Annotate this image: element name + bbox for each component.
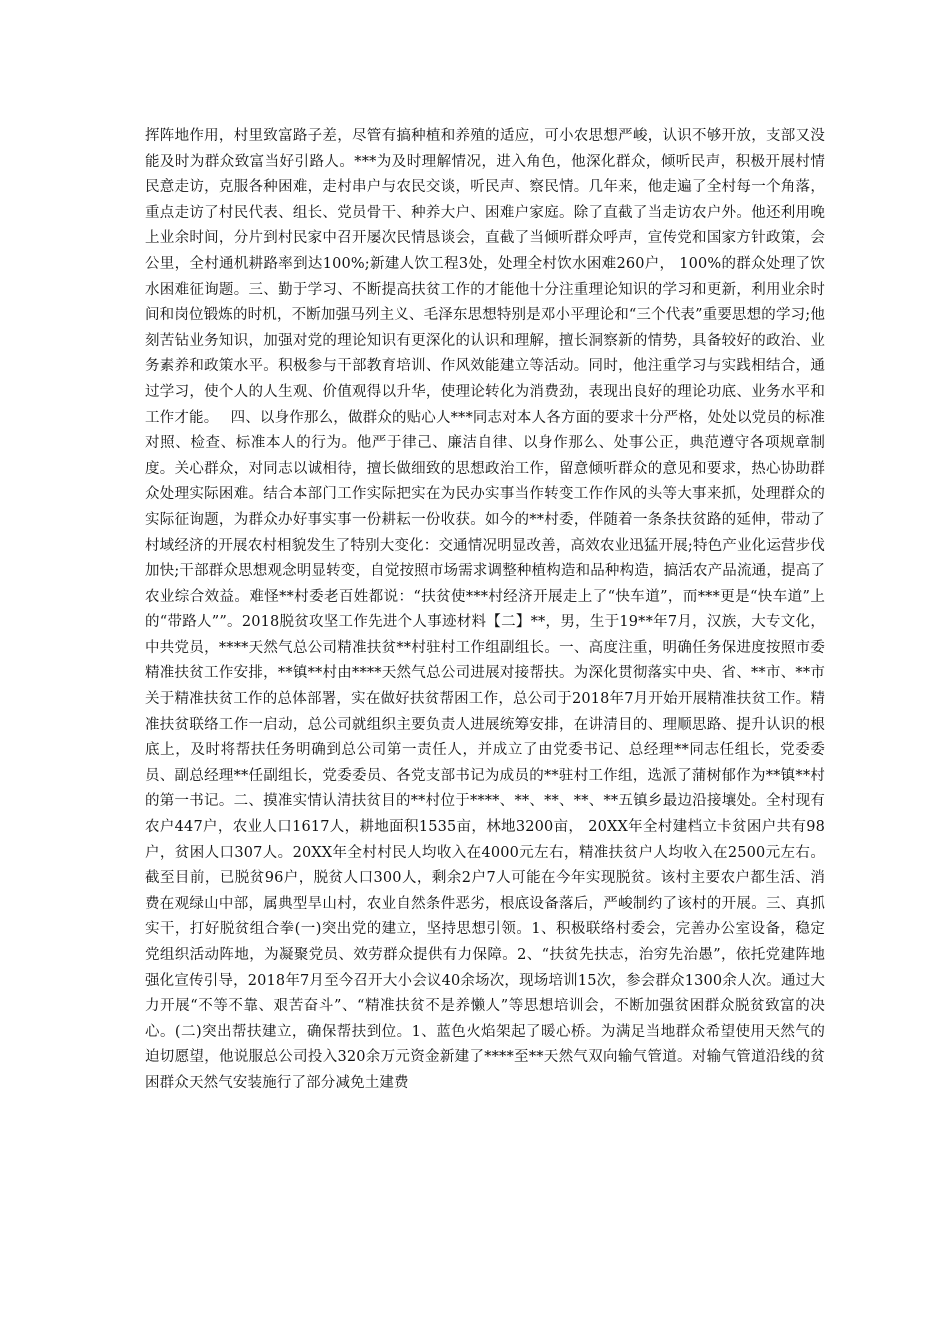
body-paragraph: 挥阵地作用，村里致富路子差，尽管有搞种植和养殖的适应，可小农思想严峻，认识不够开放，支部又没能及时为群众致富当好引路人。***为及时理解情况，进入角色，他深化群众，倾听民声，积极开展村情民意走访，克服各种困难，走村串户与农民交谈，听民声、察民情。几年来，他走遍了全村每一个角落，重点走访了村民代表、组长、党员骨干、种养大户、困难户家庭。除了直截了当走访农户外。他还利用晚上业余时间，分片到村民家中召开屡次民情恳谈会，直截了当倾听群众呼声，宣传党和国家方针政策，会公里，全村通机耕路率到达100%;新建人饮工程3处，处理全村饮水困难260户， 100%的群众处理了饮水困难征询题。三、勤于学习、不断提高扶贫工作的才能他十分注重理论知识的学习和更新，利用业余时间和岗位锻炼的时机，不断加强马列主义、毛泽东思想特别是邓小平理论和“三个代表”重要思想的学习;他刻苦钻业务知识，加强对党的理论知识有更深化的认识和理解，擅长洞察新的情势，具备较好的政治、业务素养和政策水平。积极参与干部教育培训、作风效能建立等活动。同时，他注重学习与实践相结合，通过学习，使个人的人生观、价值观得以升华，使理论转化为消费劲，表现出良好的理论功底、业务水平和工作才能。 四、以身作那么，做群众的贴心人***同志对本人各方面的要求十分严格，处处以党员的标准对照、检查、标准本人的行为。他严于律己、廉洁自律、以身作那么、处事公正，典范遵守各项规章制度。关心群众，对同志以诚相待，擅长做细致的思想政治工作，留意倾听群众的意见和要求，热心协助群众处理实际困难。结合本部门工作实际把实在为民办实事当作转变工作作风的头等大事来抓，处理群众的实际征询题，为群众办好事实事一份耕耘一份收获。如今的**村委，伴随着一条条扶贫路的延伸，带动了村域经济的开展农村相貌发生了特别大变化：交通情况明显改善，高效农业迅猛开展;特色产业化运营步伐加快;干部群众思想观念明显转变，自觉按照市场需求调整种植构造和品种构造，搞活农产品流通，提高了农业综合效益。难怪**村委老百姓都说：“扶贫使***村经济开展走上了“快车道”，而***更是“快车道”上的“带路人””。2018脱贫攻坚工作先进个人事迹材料【二】**，男，生于19**年7月，汉族，大专文化，中共党员，****天然气总公司精准扶贫**村驻村工作组副组长。一、高度注重，明确任务保进度按照市委精准扶贫工作安排，**镇**村由****天然气总公司进展对接帮扶。为深化贯彻落实中央、省、**市、**市关于精准扶贫工作的总体部署，实在做好扶贫帮困工作，总公司于2018年7月开始开展精准扶贫工作。精准扶贫联络工作一启动，总公司就组织主要负责人进展统筹安排，在讲清目的、理顺思路、提升认识的根底上，及时将帮扶任务明确到总公司第一责任人，并成立了由党委书记、总经理**同志任组长，党委委员、副总经理**任副组长，党委委员、各党支部书记为成员的**驻村工作组，选派了蒲树郁作为**镇**村的第一书记。二、摸准实情认清扶贫目的**村位于****、**、**、**、**五镇乡最边沿接壤处。全村现有农户447户，农业人口1617人，耕地面积1535亩，林地3200亩， 20XX年全村建档立卡贫困户共有98户，贫困人口307人。20XX年全村村民人均收入在4000元左右，精准扶贫户人均收入在2500元左右。截至目前，已脱贫96户，脱贫人口300人，剩余2户7人可能在今年实现脱贫。该村主要农户都生活、消费在观绿山中部，属典型旱山村，农业自然条件恶劣，根底设备落后，严峻制约了该村的开展。三、真抓实干，打好脱贫组合拳(一)突出党的建立，坚持思想引领。1、积极联络村委会，完善办公室设备，稳定党组织活动阵地，为凝聚党员、效劳群众提供有力保障。2、“扶贫先扶志，治穷先治愚”，依托党建阵地强化宣传引导，2018年7月至今召开大小会议40余场次，现场培训15次，参会群众1300余人次。通过大力开展“不等不靠、艰苦奋斗”、“精准扶贫不是养懒人”等思想培训会，不断加强贫困群众脱贫致富的决心。(二)突出帮扶建立，确保帮扶到位。1、蓝色火焰架起了暖心桥。为满足当地群众希望使用天然气的迫切愿望，他说服总公司投入320余万元资金新建了****至**天然气双向输气管道。对输气管道沿线的贫困群众天然气安装施行了部分减免土建费 bbox=[145, 128, 825, 1091]
